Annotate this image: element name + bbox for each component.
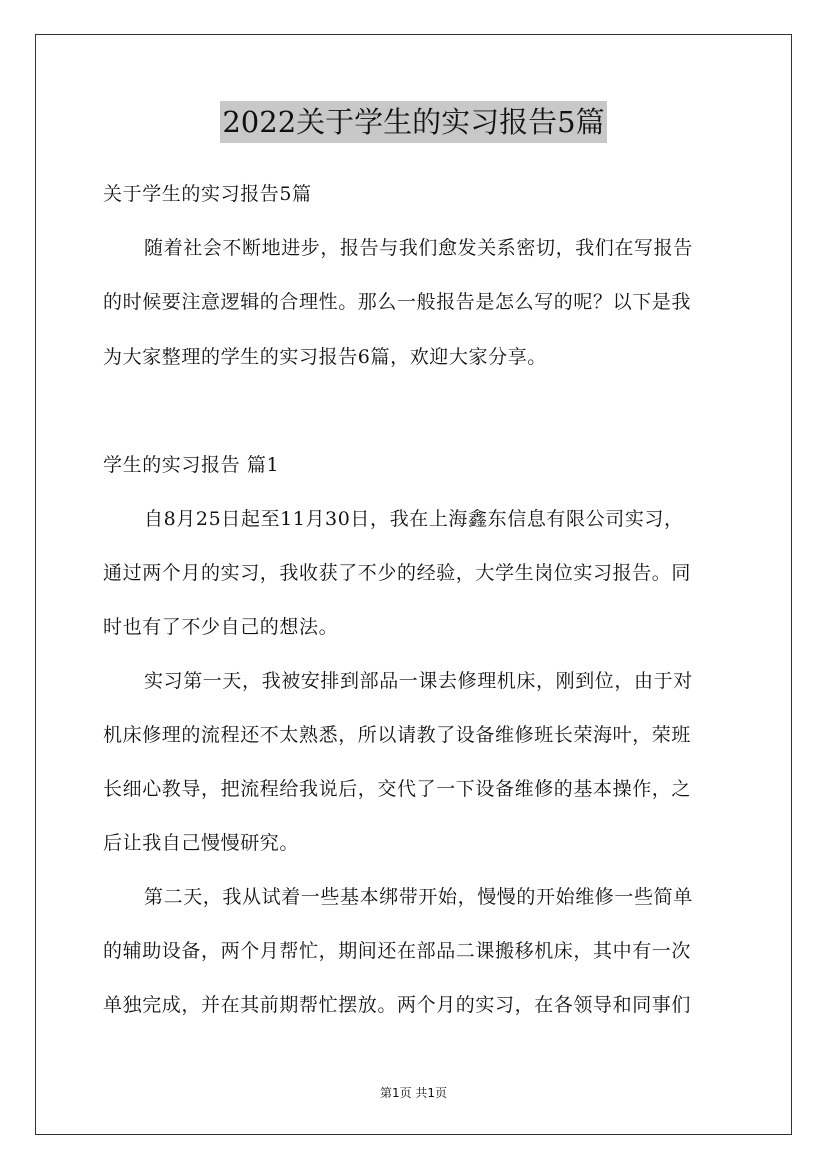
paragraph3-line-2: 的辅助设备，两个月帮忙，期间还在部品二课搬移机床，其中有一次 [103, 940, 692, 962]
document-subtitle: 关于学生的实习报告5篇 [103, 183, 312, 205]
paragraph2-line-1: 实习第一天，我被安排到部品一课去修理机床，刚到位，由于对 [144, 670, 693, 692]
paragraph3-line-1: 第二天，我从试着一些基本绑带开始，慢慢的开始维修一些简单 [144, 886, 693, 908]
document-title: 2022关于学生的实习报告5篇 [220, 101, 606, 143]
paragraph2-line-3: 长细心教导，把流程给我说后，交代了一下设备维修的基本操作，之 [103, 778, 692, 800]
paragraph1-line-1: 自8月25日起至11月30日，我在上海鑫东信息有限公司实习， [144, 508, 684, 530]
intro-line-1: 随着社会不断地进步，报告与我们愈发关系密切，我们在写报告 [144, 237, 693, 259]
section-heading: 学生的实习报告 篇1 [103, 454, 280, 476]
intro-line-2: 的时候要注意逻辑的合理性。那么一般报告是怎么写的呢？以下是我 [103, 291, 692, 313]
page-footer [0, 1085, 827, 1101]
paragraph2-line-4: 后让我自己慢慢研究。 [103, 832, 300, 854]
page-number-label: 第1页 共1页 [379, 1086, 448, 1100]
paragraph2-line-2: 机床修理的流程还不太熟悉，所以请教了设备维修班长荣海叶，荣班 [103, 724, 692, 746]
paragraph3-line-3: 单独完成，并在其前期帮忙摆放。两个月的实习，在各领导和同事们 [103, 994, 692, 1016]
paragraph1-line-2: 通过两个月的实习，我收获了不少的经验，大学生岗位实习报告。同 [103, 562, 692, 584]
title-container [0, 101, 827, 143]
paragraph1-line-3: 时也有了不少自己的想法。 [103, 616, 339, 638]
intro-line-3: 为大家整理的学生的实习报告6篇，欢迎大家分享。 [103, 346, 547, 368]
